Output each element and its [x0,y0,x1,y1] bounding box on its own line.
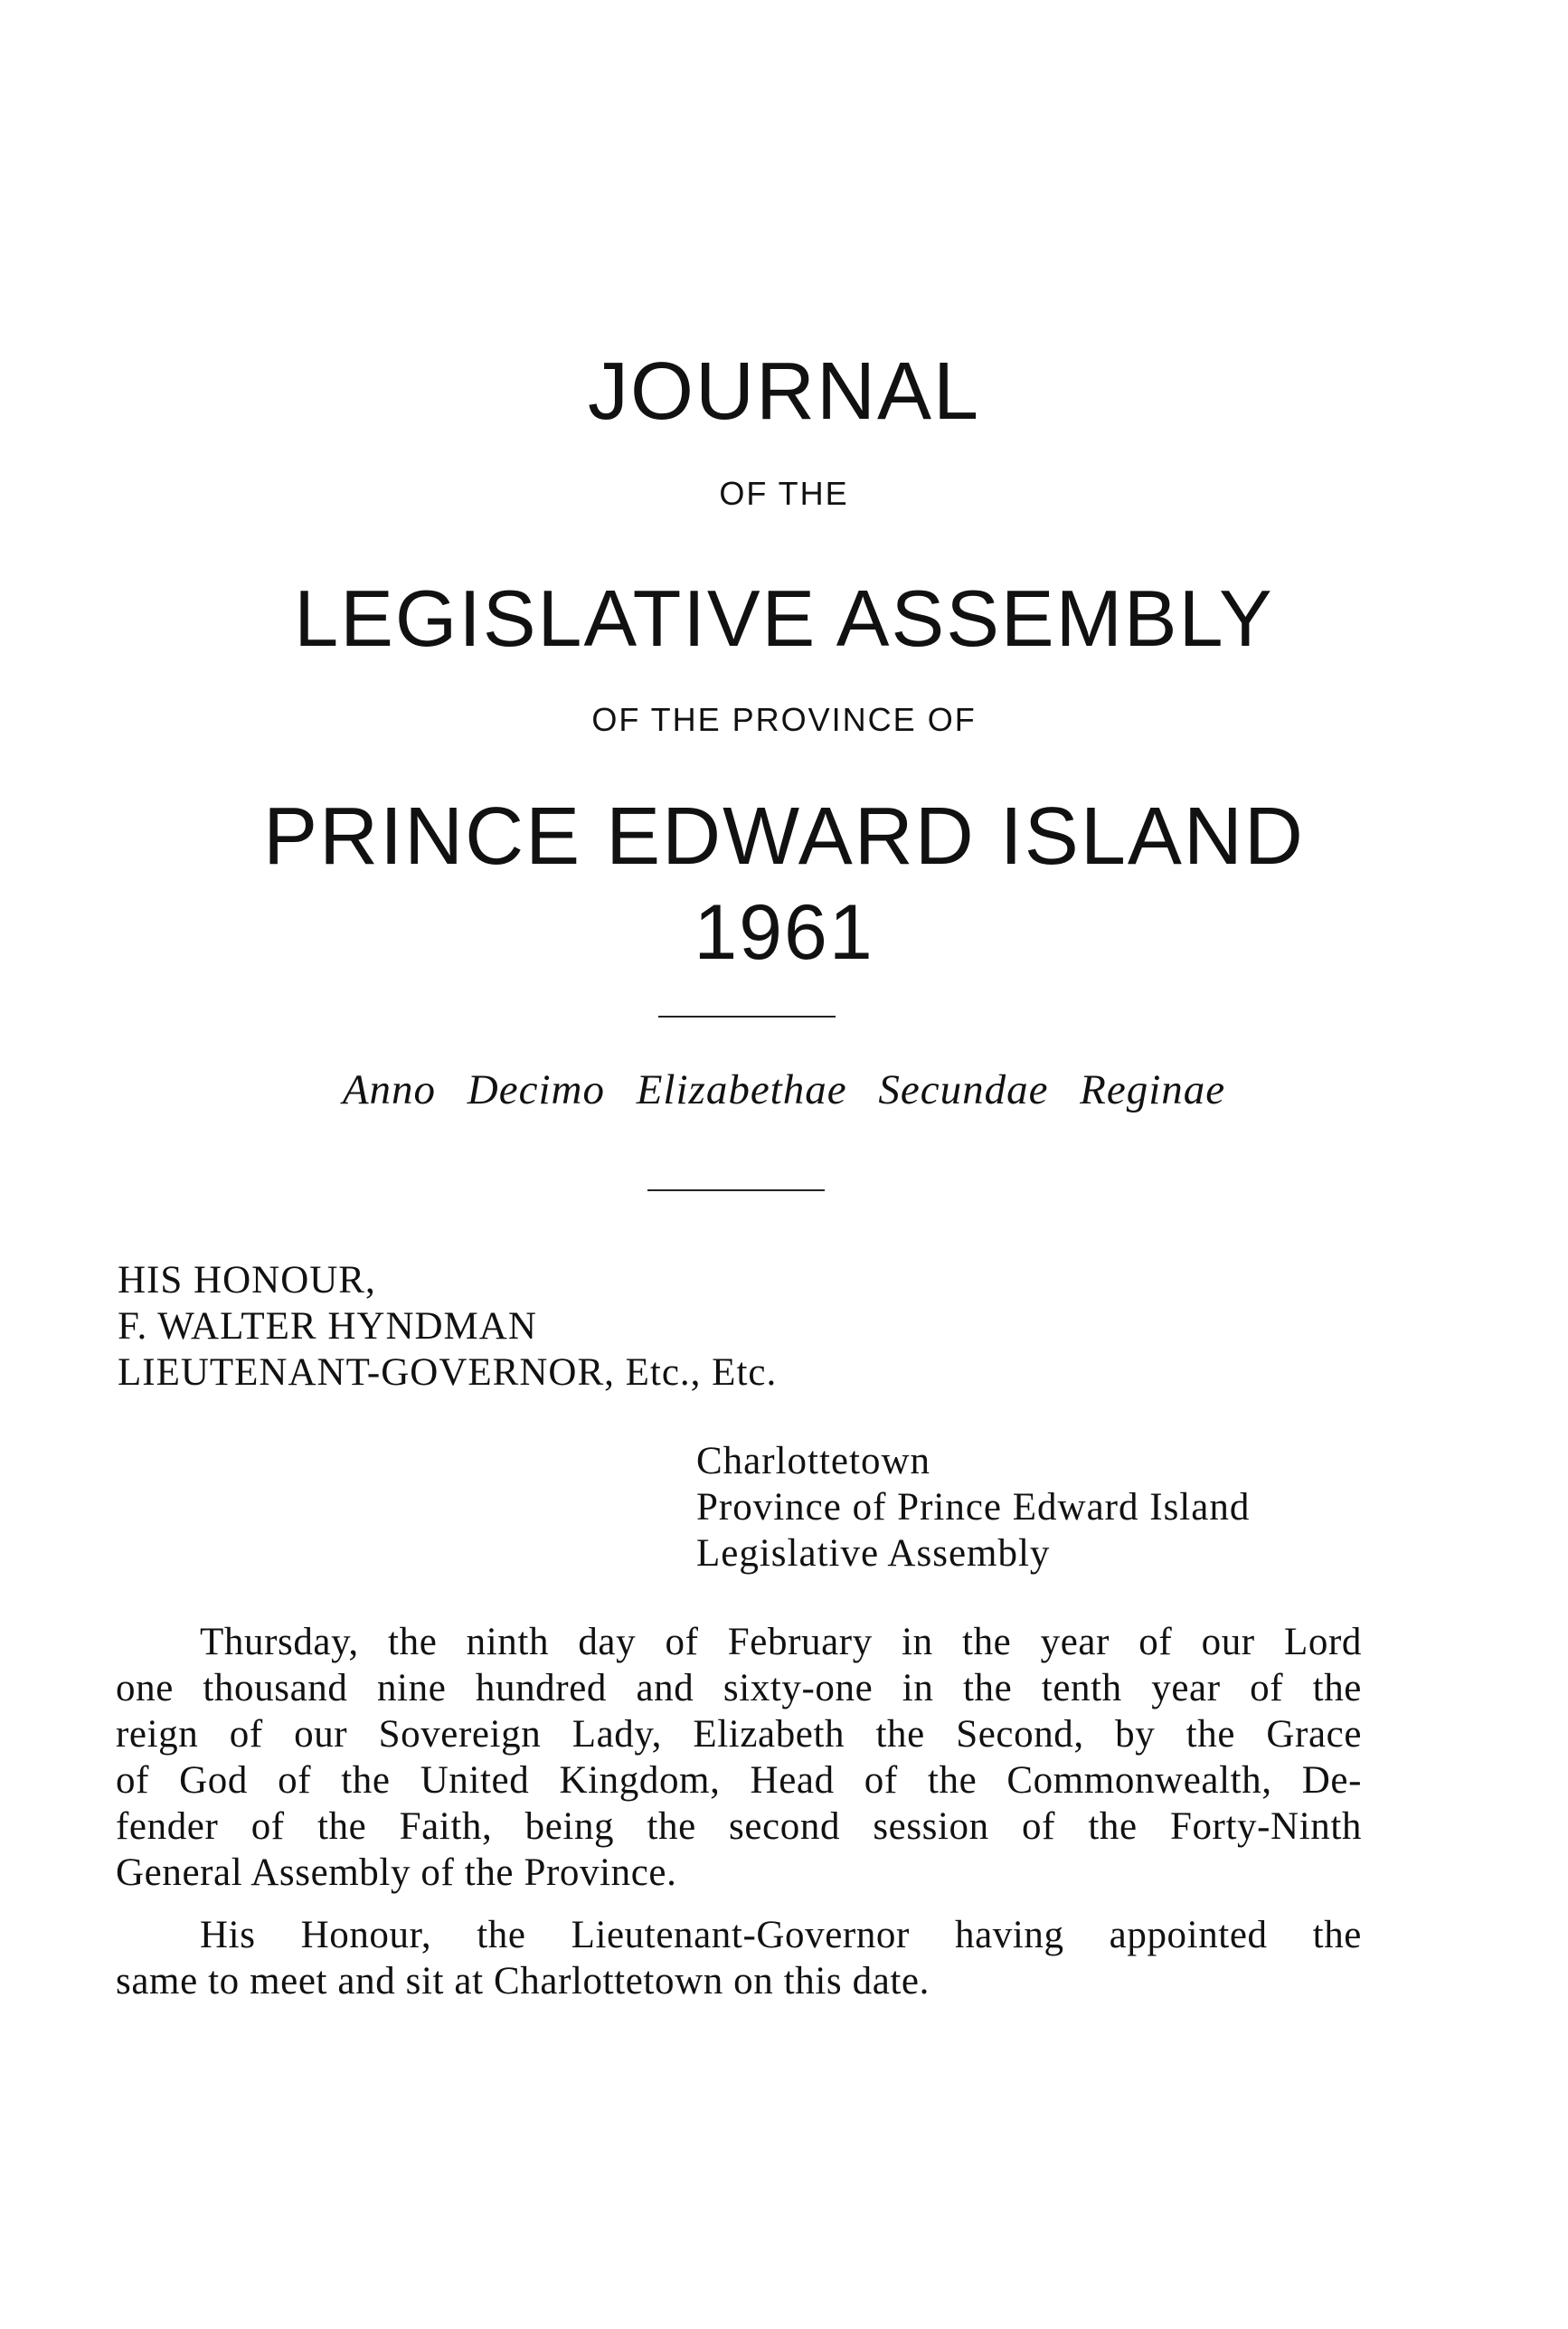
paragraph-appointment [116,1912,1362,2004]
assembly-title: LEGISLATIVE ASSEMBLY [294,573,1274,663]
text-line: same to meet and sit at Charlottetown on this date. [116,1960,930,2002]
latin-regnal-line: Anno Decimo Elizabethae Secundae Reginae [342,1066,1226,1113]
of-province-subtitle: OF THE PROVINCE OF [591,701,977,738]
address-line: F. WALTER HYNDMAN [118,1305,537,1348]
address-block [118,1257,777,1396]
text-line: His Honour, the Lieutenant-Governor having appointed the [200,1914,1362,1956]
text-line: one thousand nine hundred and sixty-one in the tenth year of the [116,1667,1362,1709]
journal-title: JOURNAL [587,346,981,437]
divider-rule-top [658,1016,836,1018]
divider-rule-bottom [647,1189,825,1191]
place-line: Legislative Assembly [696,1532,1051,1575]
text-line: General Assembly of the Province. [116,1851,677,1894]
year-title: 1961 [694,889,874,976]
address-line: HIS HONOUR, [118,1259,376,1302]
text-line: Thursday, the ninth day of February in the year of our Lord [200,1621,1362,1663]
place-block [696,1438,1250,1576]
paragraph-session [116,1619,1362,1896]
place-line: Province of Prince Edward Island [696,1486,1251,1529]
text-line: fender of the Faith, being the second session of the Forty-Ninth [116,1805,1362,1848]
text-line: reign of our Sovereign Lady, Elizabeth the Second, by the Grace [116,1713,1362,1756]
text-line: of God of the United Kingdom, Head of the Commonwealth, De- [116,1759,1362,1802]
province-title: PRINCE EDWARD ISLAND [263,791,1305,882]
place-line: Charlottetown [696,1440,931,1482]
address-line: LIEUTENANT-GOVERNOR, Etc., Etc. [118,1351,778,1394]
of-the-subtitle: OF THE [719,475,849,512]
body-text [116,1619,1362,2021]
